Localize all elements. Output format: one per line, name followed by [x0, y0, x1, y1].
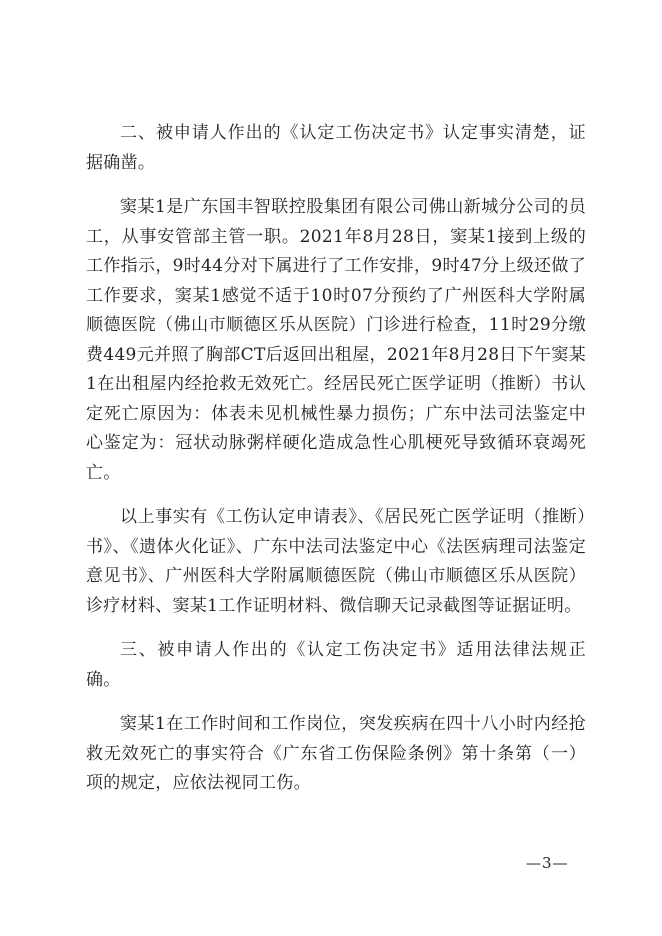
evidence-paragraph: 以上事实有《工伤认定申请表》、《居民死亡医学证明（推断）书》、《遗体火化证》、广东中法司法鉴定中心《法医病理司法鉴定意见书》、广州医科大学附属顺德医院（佛山市顺德区乐从医院）诊疗材料、窦某1工作证明材料、微信聊天记录截图等证据证明。 — [86, 507, 586, 616]
document-body — [86, 119, 586, 799]
facts-paragraph: 窦某1是广东国丰智联控股集团有限公司佛山新城分公司的员工，从事安管部主管一职。2021年8月28日，窦某1接到上级的工作指示，9时44分对下属进行了工作安排，9时47分上级还做了工作要求，窦某1感觉不适于10时07分预约了广州医科大学附属顺德医院（佛山市顺德区乐从医院）门诊进行检查，11时29分缴费449元并照了胸部CT后返回出租屋，2021年8月28日下午窦某1在出租屋内经抢救无效死亡。经居民死亡医学证明（推断）书认定死亡原因为：体表未见机械性暴力损伤；广东中法司法鉴定中心鉴定为：冠状动脉粥样硬化造成急性心肌梗死导致循环衰竭死亡。 — [86, 197, 586, 483]
page-number: —3— — [526, 854, 569, 872]
section-heading-3: 三、被申请人作出的《认定工伤决定书》适用法律法规正确。 — [86, 640, 586, 690]
conclusion-paragraph: 窦某1在工作时间和工作岗位，突发疾病在四十八小时内经抢救无效死亡的事实符合《广东省工伤保险条例》第十条第（一）项的规定，应依法视同工伤。 — [86, 714, 586, 793]
section-heading-2: 二、被申请人作出的《认定工伤决定书》认定事实清楚，证据确凿。 — [86, 123, 586, 173]
